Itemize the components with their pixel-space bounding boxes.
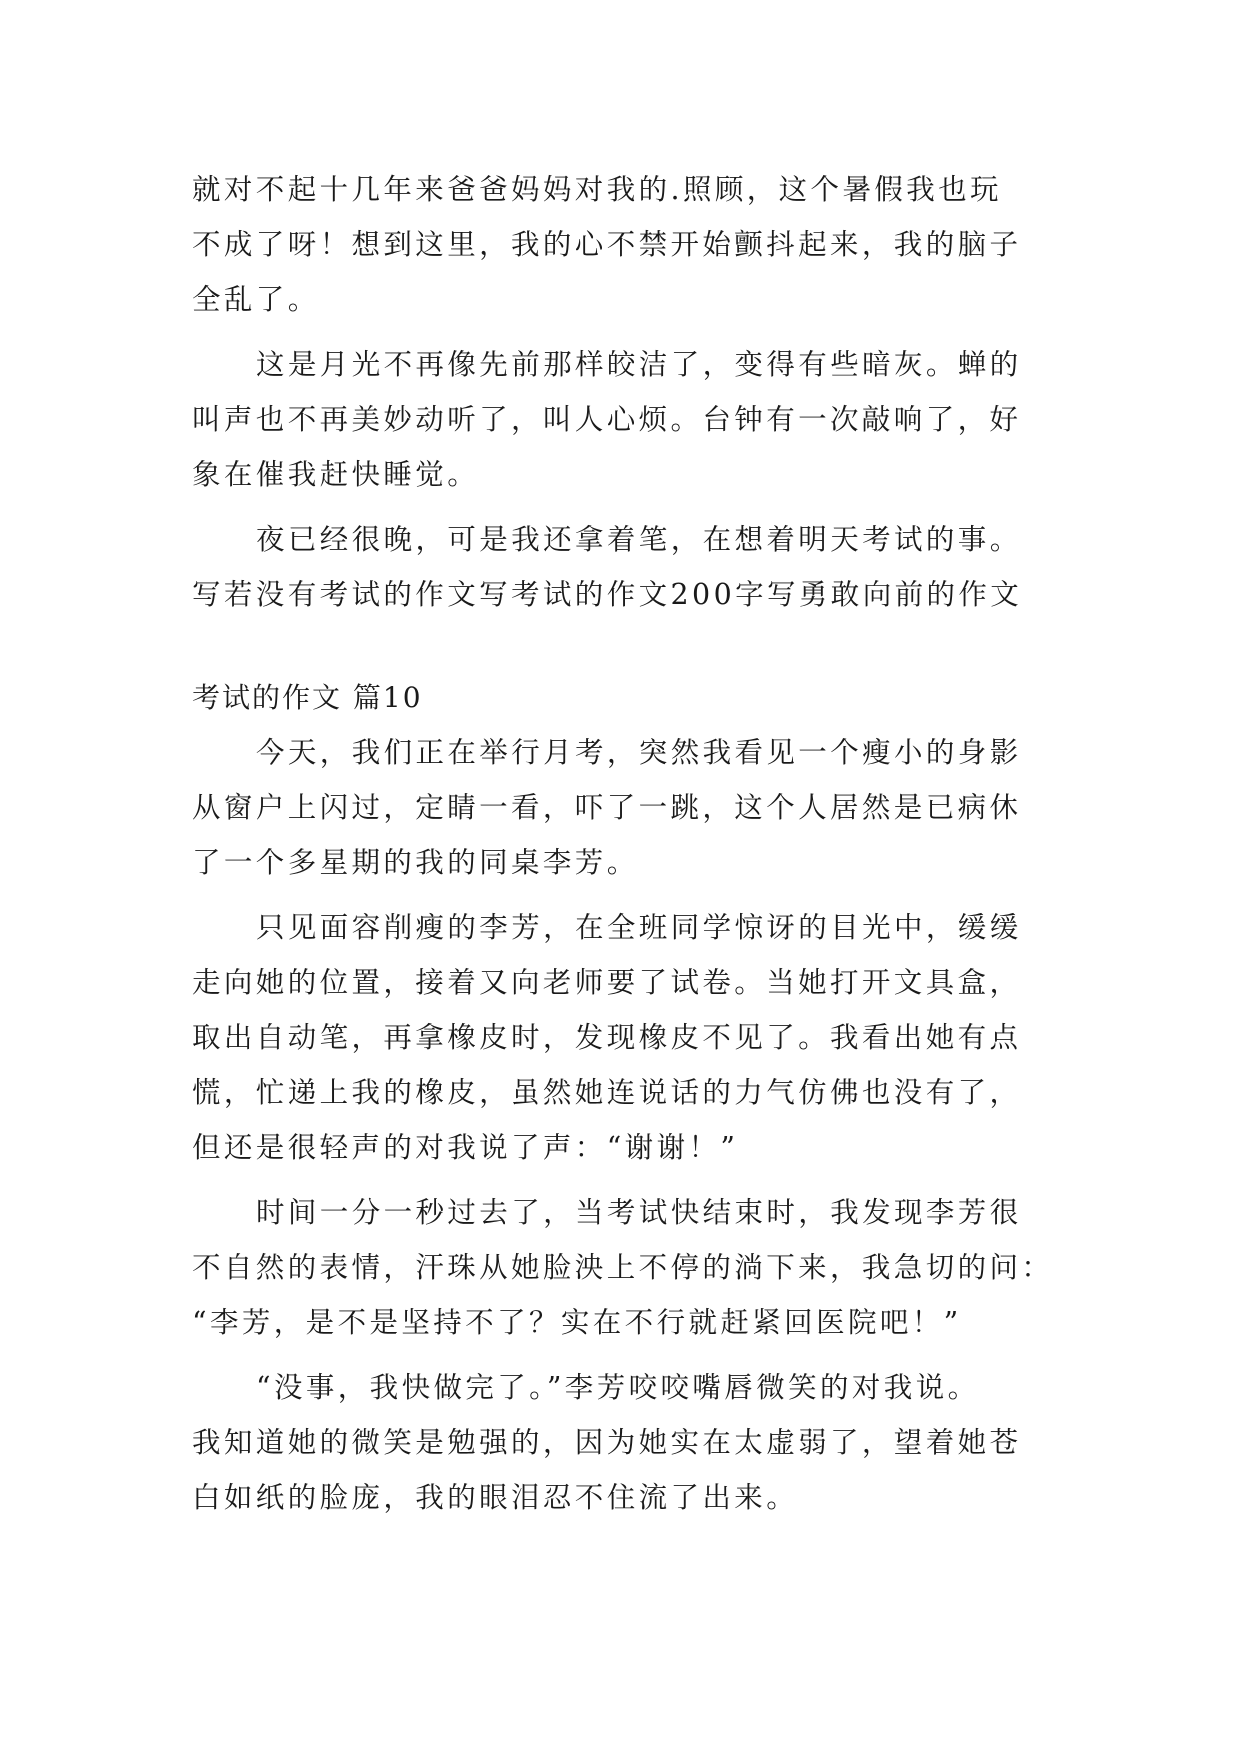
text-line: 从窗户上闪过，定睛一看，吓了一跳，这个人居然是已病休 (192, 791, 1022, 824)
text-line: 我知道她的微笑是勉强的，因为她实在太虚弱了，望着她苍 (192, 1426, 1022, 1459)
document-body (192, 162, 1072, 1525)
section-heading: 考试的作文 篇10 (192, 681, 423, 714)
text-line: “李芳，是不是坚持不了？实在不行就赶紧回医院吧！” (192, 1306, 962, 1339)
paragraph (192, 337, 1072, 502)
text-line: 这是月光不再像先前那样皎洁了，变得有些暗灰。蝉的 (256, 348, 1022, 381)
paragraph (192, 725, 1072, 890)
text-line: 不自然的表情，汗珠从她脸泱上不停的淌下来，我急切的问： (192, 1251, 1054, 1284)
text-line: 取出自动笔，再拿橡皮时，发现橡皮不见了。我看出她有点 (192, 1021, 1022, 1054)
text-line: 慌，忙递上我的橡皮，虽然她连说话的力气仿佛也没有了， (192, 1076, 1022, 1109)
text-line: 白如纸的脸庞，我的眼泪忍不住流了出来。 (192, 1481, 799, 1514)
paragraph (192, 900, 1072, 1175)
paragraph (192, 1185, 1072, 1350)
text-line: 时间一分一秒过去了，当考试快结束时，我发现李芳很 (256, 1196, 1022, 1229)
text-line: 夜已经很晚，可是我还拿着笔，在想着明天考试的事。 (256, 523, 1022, 556)
text-line: 象在催我赶快睡觉。 (192, 458, 480, 491)
paragraph (192, 1360, 1072, 1525)
text-line: 走向她的位置，接着又向老师要了试卷。当她打开文具盒， (192, 966, 1022, 999)
text-line: 写若没有考试的作文写考试的作文200字写勇敢向前的作文 (192, 578, 1023, 611)
text-line: 叫声也不再美妙动听了，叫人心烦。台钟有一次敲响了，好 (192, 403, 1022, 436)
text-line: 了一个多星期的我的同桌李芳。 (192, 846, 639, 879)
paragraph (192, 512, 1072, 622)
text-line: 但还是很轻声的对我说了声：“谢谢！” (192, 1131, 739, 1164)
text-line: 全乱了。 (192, 283, 320, 316)
text-line: 今天，我们正在举行月考，突然我看见一个瘦小的身影 (256, 736, 1022, 769)
text-line: 不成了呀！想到这里，我的心不禁开始颤抖起来，我的脑子 (192, 228, 1022, 261)
text-line: 只见面容削瘦的李芳，在全班同学惊讶的目光中，缓缓 (256, 911, 1022, 944)
text-line: “没事，我快做完了。”李芳咬咬嘴唇微笑的对我说。 (256, 1371, 980, 1404)
paragraph (192, 162, 1072, 327)
text-line: 就对不起十几年来爸爸妈妈对我的.照顾，这个暑假我也玩 (192, 173, 1002, 206)
